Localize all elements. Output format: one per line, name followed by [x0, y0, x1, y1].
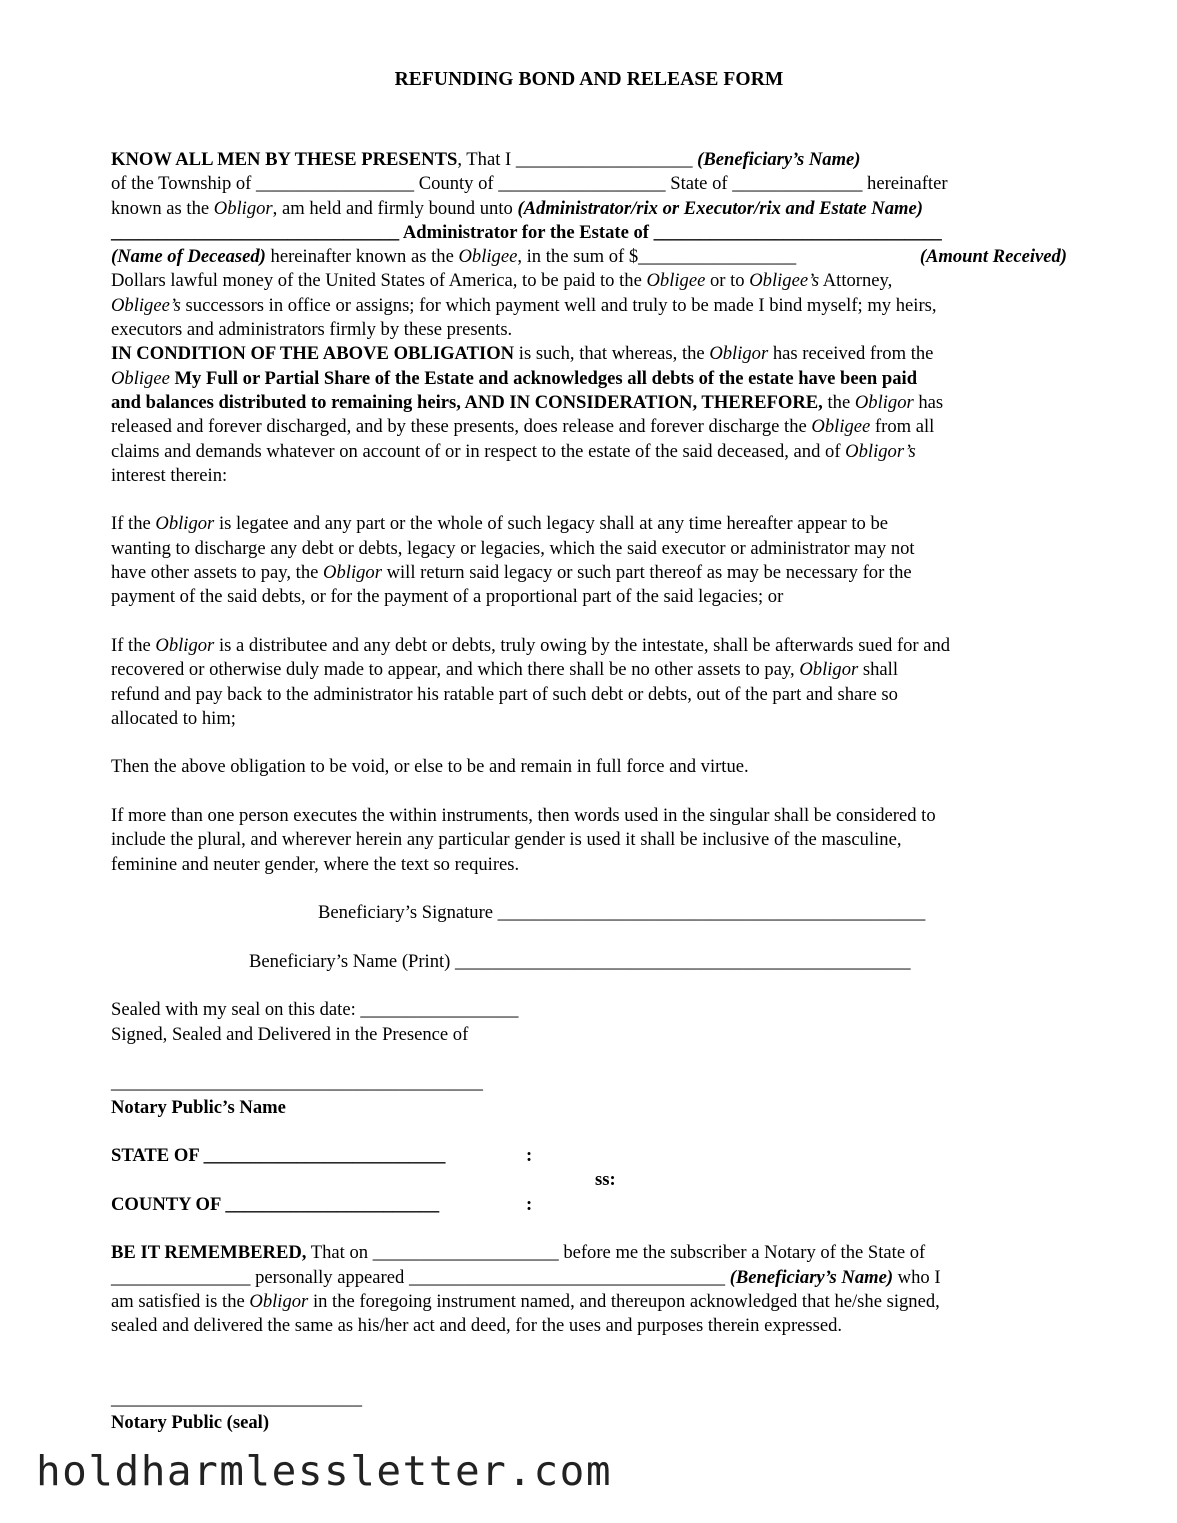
- text-line: feminine and neuter gender, where the text so requires.: [111, 853, 520, 875]
- text-line: Obligee’s successors in office or assigns; for which payment well and truly to be made I bind myself; my heirs,: [111, 294, 937, 316]
- text-line: (Name of Deceased) hereinafter known as the Obligee, in the sum of $_________________ (Amount Received): [111, 246, 1067, 268]
- notary-name-label: Notary Public’s Name: [111, 1096, 286, 1118]
- text-line: interest therein:: [111, 464, 228, 486]
- ss-label: ss:: [595, 1169, 616, 1191]
- text-line: Signed, Sealed and Delivered in the Presence of: [111, 1023, 469, 1045]
- text-line: and balances distributed to remaining heirs, AND IN CONSIDERATION, THEREFORE, the Obligor has: [111, 391, 944, 413]
- text-line: known as the Obligor, am held and firmly bound unto (Administrator/rix or Executor/rix and Estate Name): [111, 197, 923, 219]
- notary-name-line[interactable]: ________________________________________: [111, 1072, 483, 1094]
- text-line: BE IT REMEMBERED, That on ____________________ before me the subscriber a Notary of the State of: [111, 1242, 926, 1264]
- text-line: have other assets to pay, the Obligor will return said legacy or such part thereof as may be necessary for the: [111, 562, 912, 584]
- text-line: claims and demands whatever on account of or in respect to the estate of the said deceased, and of Obligor’s: [111, 440, 916, 462]
- text-line: Obligee My Full or Partial Share of the Estate and acknowledges all debts of the estate have been paid: [111, 367, 918, 389]
- text-line: sealed and delivered the same as his/her act and deed, for the uses and purposes therein expressed.: [111, 1315, 843, 1337]
- text-line: _______________________________ Administrator for the Estate of _______________________________: [111, 221, 942, 243]
- county-line[interactable]: COUNTY OF _______________________ :: [111, 1193, 533, 1215]
- text-line: wanting to discharge any debt or debts, legacy or legacies, which the said executor or administrator may not: [111, 537, 915, 559]
- text-line: If more than one person executes the within instruments, then words used in the singular shall be considered to: [111, 805, 936, 827]
- document-title: REFUNDING BOND AND RELEASE FORM: [394, 69, 784, 90]
- notary-seal-line[interactable]: ___________________________: [111, 1388, 363, 1410]
- text-line: of the Township of _________________ County of __________________ State of ______________ hereinafter: [111, 173, 948, 195]
- state-line[interactable]: STATE OF __________________________ :: [111, 1145, 533, 1167]
- beneficiary-signature-line[interactable]: Beneficiary’s Signature ______________________________________________: [318, 902, 926, 924]
- document-body: [111, 148, 1067, 1436]
- text-line: recovered or otherwise duly made to appear, and which there shall be no other assets to pay, Obligor shall: [111, 659, 899, 681]
- text-line: If the Obligor is legatee and any part or the whole of such legacy shall at any time hereafter appear to be: [111, 513, 889, 535]
- text-line: released and forever discharged, and by these presents, does release and forever discharge the Obligee from all: [111, 416, 935, 438]
- text-line: am satisfied is the Obligor in the foregoing instrument named, and thereupon acknowledged that he/she signed,: [111, 1290, 940, 1312]
- text-line: Dollars lawful money of the United States of America, to be paid to the Obligee or to Obligee’s Attorney,: [111, 270, 893, 292]
- beneficiary-name-line[interactable]: Beneficiary’s Name (Print) _________________________________________________: [249, 950, 911, 972]
- text-line: If the Obligor is a distributee and any debt or debts, truly owing by the intestate, shall be afterwards sued for and: [111, 634, 951, 656]
- watermark-footer: holdharmlessletter.com: [36, 1447, 613, 1495]
- text-line: Then the above obligation to be void, or else to be and remain in full force and virtue.: [111, 756, 749, 778]
- text-line: IN CONDITION OF THE ABOVE OBLIGATION is such, that whereas, the Obligor has received from the: [111, 343, 934, 365]
- text-line: payment of the said debts, or for the payment of a proportional part of the said legacies; or: [111, 586, 784, 608]
- text-line: KNOW ALL MEN BY THESE PRESENTS, That I ___________________ (Beneficiary’s Name): [111, 149, 861, 170]
- text-line: allocated to him;: [111, 707, 236, 729]
- text-line: executors and administrators firmly by these presents.: [111, 319, 513, 341]
- text-line: _______________ personally appeared __________________________________ (Beneficiary’s Name) who I: [111, 1266, 941, 1288]
- seal-date-line[interactable]: Sealed with my seal on this date: _________________: [111, 999, 519, 1021]
- text-line: include the plural, and wherever herein any particular gender is used it shall be inclusive of the masculine,: [111, 829, 902, 851]
- text-line: refund and pay back to the administrator his ratable part of such debt or debts, out of the part and share so: [111, 683, 898, 705]
- notary-seal-label: Notary Public (seal): [111, 1412, 270, 1434]
